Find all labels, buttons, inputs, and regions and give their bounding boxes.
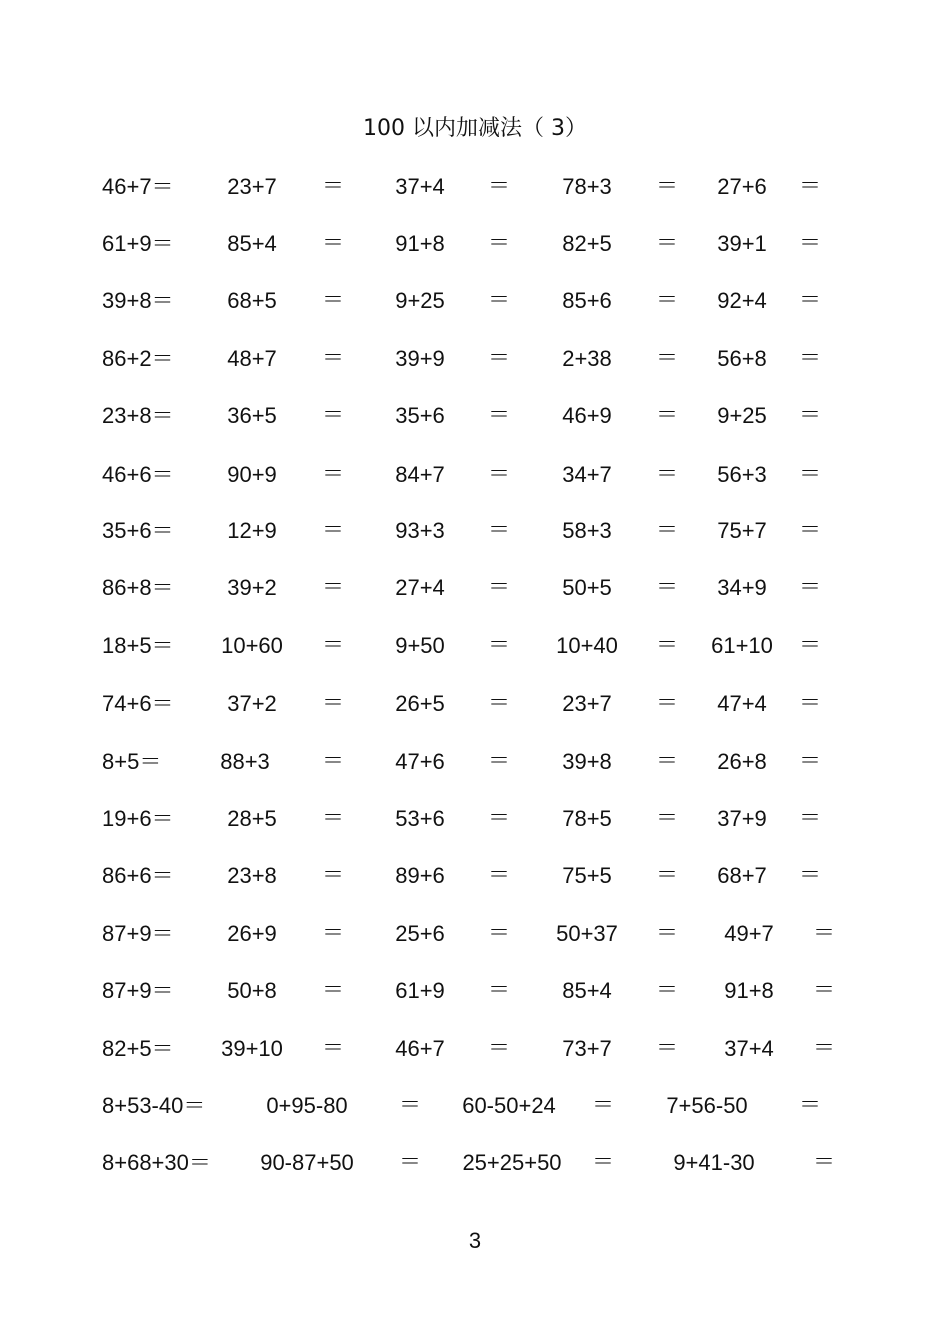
exercise-expression: 86+8＝ — [102, 575, 174, 600]
equals-sign: ＝ — [487, 462, 510, 487]
exercise-expression: 50+8 — [227, 978, 277, 1003]
exercise-expression: 9+25 — [717, 403, 767, 428]
equals-sign: ＝ — [655, 288, 678, 313]
equals-sign: ＝ — [798, 462, 821, 487]
exercise-expression: 88+3 — [220, 749, 270, 774]
equals-sign: ＝ — [487, 691, 510, 716]
exercise-expression: 47+6 — [395, 749, 445, 774]
exercise-expression: 0+95-80 — [266, 1093, 348, 1118]
exercise-row — [0, 1148, 950, 1178]
equals-sign: ＝ — [655, 174, 678, 199]
equals-sign: ＝ — [487, 863, 510, 888]
equals-sign: ＝ — [798, 174, 821, 199]
equals-sign: ＝ — [655, 231, 678, 256]
equals-sign: ＝ — [487, 288, 510, 313]
equals-sign: ＝ — [655, 1036, 678, 1061]
exercise-expression: 82+5＝ — [102, 1036, 174, 1061]
equals-sign: ＝ — [655, 806, 678, 831]
exercise-expression: 25+6 — [395, 921, 445, 946]
exercise-expression: 27+6 — [717, 174, 767, 199]
equals-sign: ＝ — [487, 174, 510, 199]
equals-sign: ＝ — [798, 691, 821, 716]
exercise-expression: 73+7 — [562, 1036, 612, 1061]
exercise-expression: 9+25 — [395, 288, 445, 313]
exercise-expression: 8+68+30＝ — [102, 1150, 211, 1175]
exercise-expression: 82+5 — [562, 231, 612, 256]
equals-sign: ＝ — [798, 863, 821, 888]
equals-sign: ＝ — [398, 1150, 421, 1175]
exercise-expression: 58+3 — [562, 518, 612, 543]
equals-sign: ＝ — [321, 1036, 344, 1061]
exercise-expression: 36+5 — [227, 403, 277, 428]
equals-sign: ＝ — [321, 806, 344, 831]
exercise-expression: 37+4 — [395, 174, 445, 199]
exercise-expression: 49+7 — [724, 921, 774, 946]
exercise-expression: 78+5 — [562, 806, 612, 831]
equals-sign: ＝ — [591, 1093, 614, 1118]
exercise-expression: 39+9 — [395, 346, 445, 371]
exercise-expression: 61+9 — [395, 978, 445, 1003]
equals-sign: ＝ — [798, 231, 821, 256]
equals-sign: ＝ — [321, 921, 344, 946]
exercise-expression: 86+2＝ — [102, 346, 174, 371]
equals-sign: ＝ — [487, 978, 510, 1003]
equals-sign: ＝ — [798, 1093, 821, 1118]
equals-sign: ＝ — [655, 749, 678, 774]
exercise-row — [0, 286, 950, 316]
exercise-row — [0, 172, 950, 202]
exercise-expression: 39+10 — [221, 1036, 283, 1061]
exercise-expression: 37+2 — [227, 691, 277, 716]
equals-sign: ＝ — [655, 633, 678, 658]
equals-sign: ＝ — [655, 346, 678, 371]
exercise-expression: 46+6＝ — [102, 462, 174, 487]
exercise-expression: 37+9 — [717, 806, 767, 831]
exercise-expression: 8+5＝ — [102, 749, 162, 774]
exercise-expression: 28+5 — [227, 806, 277, 831]
exercise-expression: 61+9＝ — [102, 231, 174, 256]
equals-sign: ＝ — [321, 403, 344, 428]
exercise-expression: 84+7 — [395, 462, 445, 487]
exercise-expression: 23+7 — [227, 174, 277, 199]
equals-sign: ＝ — [798, 518, 821, 543]
exercise-expression: 75+5 — [562, 863, 612, 888]
equals-sign: ＝ — [487, 921, 510, 946]
exercise-expression: 19+6＝ — [102, 806, 174, 831]
equals-sign: ＝ — [487, 231, 510, 256]
equals-sign: ＝ — [655, 978, 678, 1003]
exercise-expression: 34+7 — [562, 462, 612, 487]
exercise-row — [0, 919, 950, 949]
exercise-expression: 18+5＝ — [102, 633, 174, 658]
exercise-expression: 39+8＝ — [102, 288, 174, 313]
exercise-row — [0, 747, 950, 777]
equals-sign: ＝ — [655, 462, 678, 487]
exercise-expression: 23+8＝ — [102, 403, 174, 428]
exercise-expression: 93+3 — [395, 518, 445, 543]
exercise-expression: 92+4 — [717, 288, 767, 313]
exercise-expression: 8+53-40＝ — [102, 1093, 206, 1118]
exercise-expression: 26+8 — [717, 749, 767, 774]
exercise-expression: 91+8 — [724, 978, 774, 1003]
exercise-row — [0, 229, 950, 259]
equals-sign: ＝ — [321, 633, 344, 658]
equals-sign: ＝ — [655, 863, 678, 888]
equals-sign: ＝ — [798, 403, 821, 428]
equals-sign: ＝ — [655, 575, 678, 600]
exercise-expression: 87+9＝ — [102, 921, 174, 946]
exercise-expression: 47+4 — [717, 691, 767, 716]
exercise-expression: 27+4 — [395, 575, 445, 600]
equals-sign: ＝ — [798, 288, 821, 313]
exercise-row — [0, 344, 950, 374]
exercise-expression: 35+6＝ — [102, 518, 174, 543]
exercise-expression: 56+8 — [717, 346, 767, 371]
exercise-expression: 86+6＝ — [102, 863, 174, 888]
exercise-expression: 87+9＝ — [102, 978, 174, 1003]
exercise-expression: 26+9 — [227, 921, 277, 946]
exercise-expression: 9+41-30 — [673, 1150, 755, 1175]
page-number: 3 — [468, 1228, 482, 1253]
equals-sign: ＝ — [321, 691, 344, 716]
equals-sign: ＝ — [321, 575, 344, 600]
exercise-expression: 23+8 — [227, 863, 277, 888]
exercise-expression: 61+10 — [711, 633, 773, 658]
equals-sign: ＝ — [487, 575, 510, 600]
equals-sign: ＝ — [487, 806, 510, 831]
equals-sign: ＝ — [487, 633, 510, 658]
exercise-row — [0, 804, 950, 834]
exercise-expression: 78+3 — [562, 174, 612, 199]
exercise-row — [0, 861, 950, 891]
exercise-expression: 46+7 — [395, 1036, 445, 1061]
exercise-row — [0, 631, 950, 661]
exercise-expression: 85+4 — [227, 231, 277, 256]
exercise-expression: 56+3 — [717, 462, 767, 487]
equals-sign: ＝ — [798, 806, 821, 831]
exercise-expression: 12+9 — [227, 518, 277, 543]
worksheet-title: 100 以内加减法（ 3） — [363, 116, 587, 141]
exercise-row — [0, 689, 950, 719]
exercise-expression: 39+8 — [562, 749, 612, 774]
exercise-expression: 68+7 — [717, 863, 767, 888]
exercise-expression: 74+6＝ — [102, 691, 174, 716]
exercise-expression: 2+38 — [562, 346, 612, 371]
exercise-expression: 90-87+50 — [260, 1150, 354, 1175]
equals-sign: ＝ — [591, 1150, 614, 1175]
exercise-expression: 10+60 — [221, 633, 283, 658]
exercise-expression: 39+2 — [227, 575, 277, 600]
exercise-row — [0, 516, 950, 546]
exercise-expression: 48+7 — [227, 346, 277, 371]
equals-sign: ＝ — [487, 346, 510, 371]
exercise-expression: 9+50 — [395, 633, 445, 658]
equals-sign: ＝ — [655, 403, 678, 428]
equals-sign: ＝ — [321, 518, 344, 543]
equals-sign: ＝ — [321, 749, 344, 774]
equals-sign: ＝ — [321, 174, 344, 199]
exercise-expression: 68+5 — [227, 288, 277, 313]
equals-sign: ＝ — [398, 1093, 421, 1118]
equals-sign: ＝ — [798, 749, 821, 774]
equals-sign: ＝ — [487, 403, 510, 428]
equals-sign: ＝ — [321, 462, 344, 487]
exercise-expression: 7+56-50 — [666, 1093, 748, 1118]
exercise-expression: 91+8 — [395, 231, 445, 256]
exercise-expression: 90+9 — [227, 462, 277, 487]
exercise-expression: 85+4 — [562, 978, 612, 1003]
equals-sign: ＝ — [655, 691, 678, 716]
equals-sign: ＝ — [798, 633, 821, 658]
exercise-expression: 34+9 — [717, 575, 767, 600]
exercise-expression: 25+25+50 — [462, 1150, 562, 1175]
exercise-row — [0, 573, 950, 603]
equals-sign: ＝ — [487, 518, 510, 543]
equals-sign: ＝ — [655, 518, 678, 543]
exercise-expression: 89+6 — [395, 863, 445, 888]
exercise-row — [0, 1091, 950, 1121]
equals-sign: ＝ — [812, 921, 835, 946]
exercise-expression: 50+37 — [556, 921, 618, 946]
equals-sign: ＝ — [812, 1036, 835, 1061]
exercise-expression: 37+4 — [724, 1036, 774, 1061]
equals-sign: ＝ — [321, 346, 344, 371]
exercise-expression: 53+6 — [395, 806, 445, 831]
exercise-expression: 23+7 — [562, 691, 612, 716]
exercise-expression: 50+5 — [562, 575, 612, 600]
exercise-expression: 85+6 — [562, 288, 612, 313]
exercise-row — [0, 1034, 950, 1064]
exercise-expression: 46+7＝ — [102, 174, 174, 199]
exercise-expression: 39+1 — [717, 231, 767, 256]
equals-sign: ＝ — [321, 231, 344, 256]
exercise-expression: 75+7 — [717, 518, 767, 543]
exercise-expression: 26+5 — [395, 691, 445, 716]
exercise-row — [0, 976, 950, 1006]
equals-sign: ＝ — [798, 346, 821, 371]
equals-sign: ＝ — [798, 575, 821, 600]
equals-sign: ＝ — [321, 863, 344, 888]
exercise-row — [0, 401, 950, 431]
equals-sign: ＝ — [321, 288, 344, 313]
exercise-expression: 46+9 — [562, 403, 612, 428]
equals-sign: ＝ — [487, 749, 510, 774]
equals-sign: ＝ — [487, 1036, 510, 1061]
equals-sign: ＝ — [812, 978, 835, 1003]
exercise-expression: 60-50+24 — [462, 1093, 556, 1118]
equals-sign: ＝ — [812, 1150, 835, 1175]
equals-sign: ＝ — [655, 921, 678, 946]
exercise-expression: 35+6 — [395, 403, 445, 428]
exercise-row — [0, 460, 950, 490]
exercise-expression: 10+40 — [556, 633, 618, 658]
equals-sign: ＝ — [321, 978, 344, 1003]
